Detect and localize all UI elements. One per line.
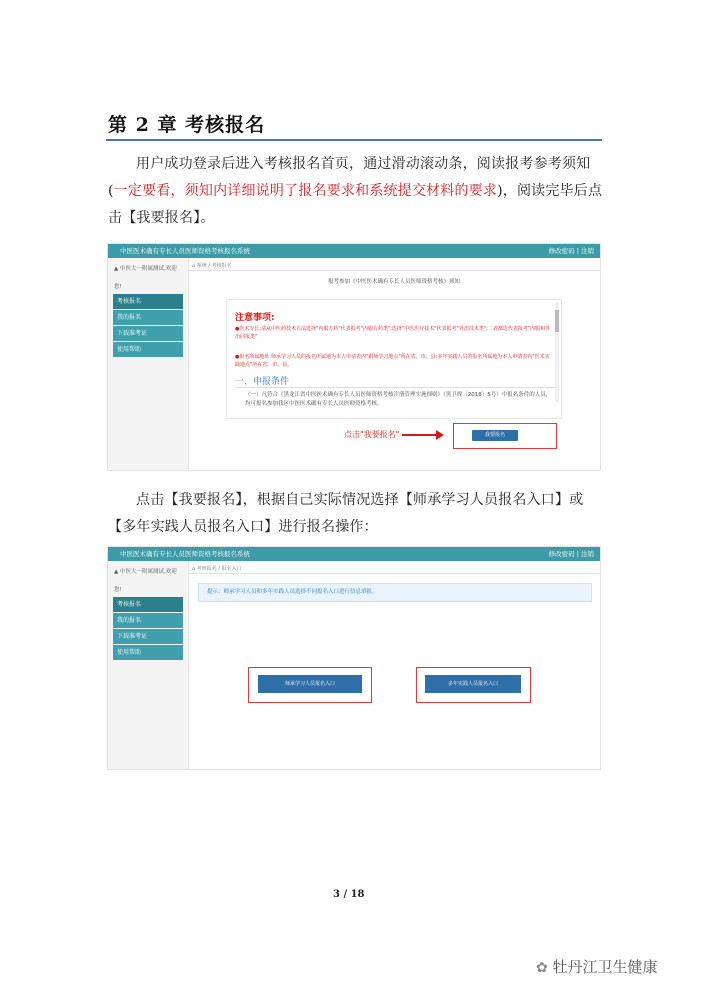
- divider: [188, 270, 600, 271]
- sidebar-item-help[interactable]: 使用帮助: [113, 645, 183, 660]
- home-icon: ⌂: [192, 566, 196, 572]
- click-hint: 点击"我要报名": [344, 430, 400, 439]
- user-greeting-2: 您!: [114, 284, 122, 290]
- section-title: 一、申报条件: [235, 377, 290, 387]
- sidebar-item-apply[interactable]: 考核报名: [113, 294, 183, 309]
- home-icon: ⌂: [192, 263, 196, 269]
- intro-paragraph: [108, 151, 606, 232]
- notice-item-1: ●医术专长:请从中医药技术方法选择"内服方药"代表报考"内服方药类";选择"中医医疗技术"代表报考"外治技术类";二者都选代表报考"内服和外治同报类": [235, 326, 551, 340]
- section-body: （一）凡符合《黑龙江省中医医术确有专长人员医师资格考核注册管理实施细则》（黑卫规〔2018〕5号）中报名条件的人员，均可报名参加我区中医医术确有专长人员医师资格考核。: [245, 392, 552, 407]
- brand-watermark: [536, 956, 658, 977]
- mentorship-entry-button[interactable]: 师承学习人员报名入口: [258, 675, 362, 693]
- sidebar-menu: [113, 597, 183, 661]
- sidebar: [108, 258, 189, 470]
- user-icon: ▲: [114, 266, 119, 272]
- notice-title: 注意事项:: [235, 313, 275, 323]
- app-title: 中医医术确有专长人员医师资格考核报名系统: [120, 550, 250, 558]
- intro-text-a: 用户成功登录后进入考核报名首页，通过滑动滚动条，阅读报考参考须知(: [108, 156, 591, 199]
- sidebar-item-my-application[interactable]: 我的报名: [113, 613, 183, 628]
- notice-item-2: ●报名所属地址:师承学习人员的报名所属地为本人申请表内"跟师学习地点"所在省、市、县;多年实践人员的报名所属地为本人申请表内"医术实践地点"所在省、市、县。: [235, 354, 550, 368]
- account-links[interactable]: 修改密码 | 注销: [548, 247, 594, 255]
- screenshot-entry: [107, 546, 601, 770]
- breadcrumb: [192, 262, 232, 269]
- notice-header: 报考参加《中医医术确有专长人员医师资格考核》须知: [327, 279, 460, 285]
- screenshot-notice: [107, 243, 601, 471]
- apply-button[interactable]: 我要报名: [472, 430, 518, 441]
- instruction-paragraph: 点击【我要报名】，根据自己实际情况选择【师承学习人员报名入口】或【多年实践人员报名入口】进行报名操作：: [108, 492, 584, 535]
- sidebar-item-my-application[interactable]: 我的报名: [113, 310, 183, 325]
- intro-warning: 一定要看，须知内详细说明了报名要求和系统提交材料的要求: [113, 183, 498, 199]
- sidebar-item-admission-ticket[interactable]: 下载准考证: [113, 629, 183, 644]
- wechat-icon: ✿: [536, 960, 548, 976]
- practice-entry-button[interactable]: 多年实践人员报名入口: [425, 675, 521, 693]
- user-icon: ▲: [114, 569, 119, 575]
- breadcrumb: [192, 565, 242, 572]
- sidebar-menu: [113, 294, 183, 358]
- page-number: 3 / 18: [333, 889, 365, 900]
- app-header: [108, 547, 600, 561]
- breadcrumb-text: 系统 / 考核报名: [196, 263, 232, 269]
- user-greeting: [114, 264, 177, 272]
- user-name: 中医大一附属测试,欢迎: [119, 569, 177, 575]
- app-header: [108, 244, 600, 258]
- sidebar-item-apply[interactable]: 考核报名: [113, 597, 183, 612]
- sidebar-item-admission-ticket[interactable]: 下载准考证: [113, 326, 183, 341]
- chapter-title: 第 2 章 考核报名: [108, 114, 266, 136]
- title-rule: [106, 139, 602, 141]
- sidebar-item-help[interactable]: 使用帮助: [113, 342, 183, 357]
- account-links[interactable]: 修改密码 | 注销: [548, 550, 594, 558]
- sidebar: [108, 561, 189, 769]
- breadcrumb-text: 考核报名 / 报名入口: [196, 566, 242, 572]
- tip-banner: 提示：师承学习人员和多年实践人员选择不同报名入口进行信息填报。: [198, 583, 592, 602]
- intro-text-b: )，阅读完毕后点击【我要报名】。: [108, 183, 603, 226]
- user-name: 中医大一附属测试,欢迎: [119, 266, 177, 272]
- user-greeting-2: 您!: [114, 587, 122, 593]
- app-title: 中医医术确有专长人员医师资格考核报名系统: [120, 247, 250, 255]
- brand-name: 牡丹江卫生健康: [552, 958, 658, 976]
- arrow-right-icon: [436, 430, 444, 440]
- scrollbar-thumb[interactable]: [555, 310, 559, 332]
- divider: [188, 573, 600, 574]
- notice-panel: [226, 299, 562, 419]
- section-divider: [235, 387, 555, 388]
- arrow-shaft: [402, 434, 438, 436]
- user-greeting: [114, 567, 177, 575]
